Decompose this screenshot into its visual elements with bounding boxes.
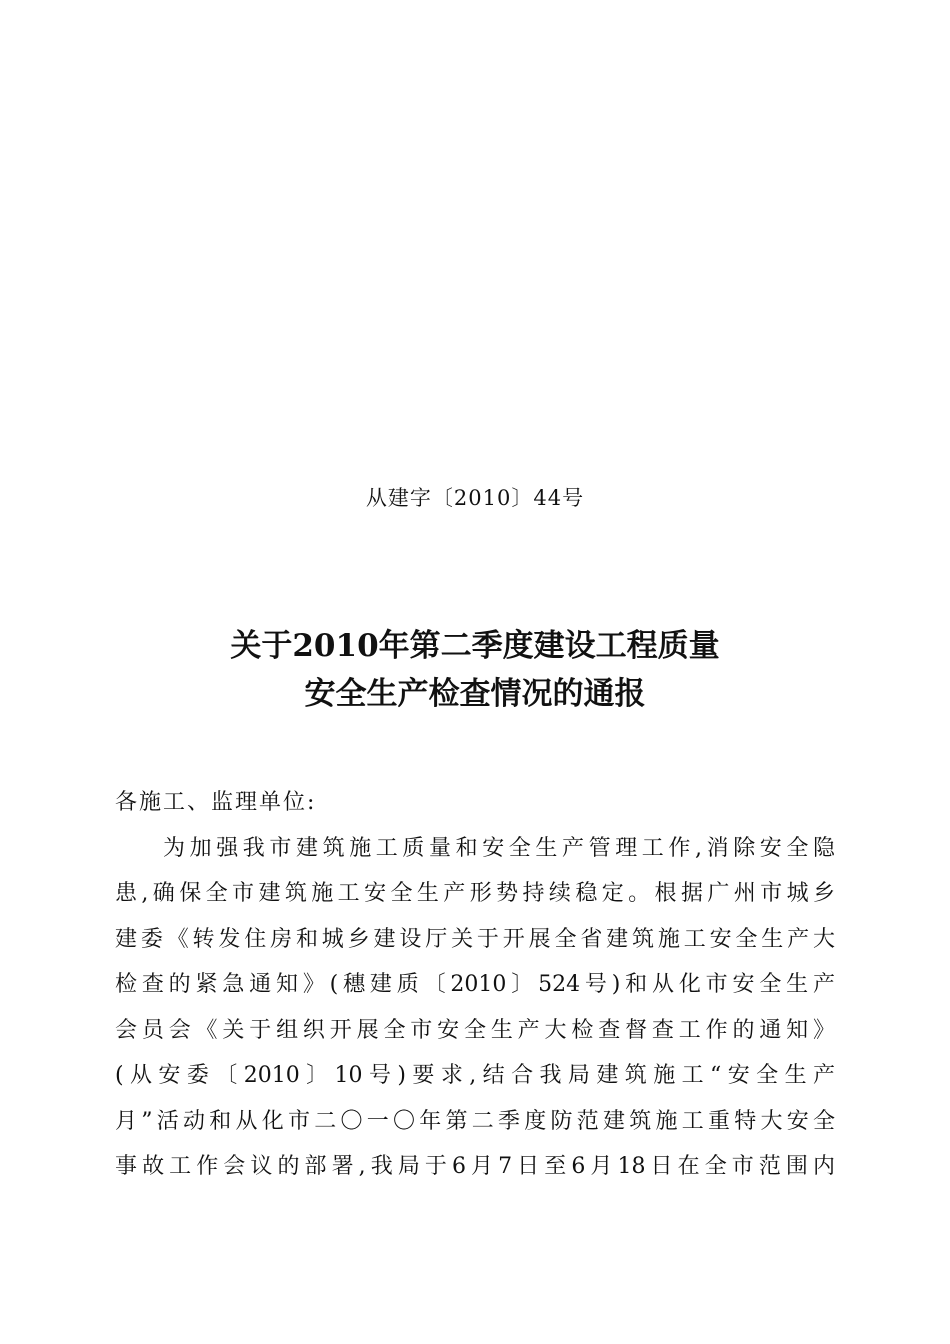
document-number: 从建字〔2010〕44号 xyxy=(365,486,585,510)
paragraph-line: 会员会《关于组织开展全市安全生产大检查督查工作的通知》 xyxy=(115,1017,835,1043)
paragraph-line: 事故工作会议的部署,我局于6月7日至6月18日在全市范围内 xyxy=(115,1154,835,1179)
paragraph-line: 月”活动和从化市二〇一〇年第二季度防范建筑施工重特大安全 xyxy=(115,1108,835,1134)
document-body xyxy=(115,780,840,1190)
title-line-2: 安全生产检查情况的通报 xyxy=(304,676,646,712)
paragraph-line: 为加强我市建筑施工质量和安全生产管理工作,消除安全隐 xyxy=(163,835,835,861)
paragraph-line: 患,确保全市建筑施工安全生产形势持续稳定。根据广州市城乡 xyxy=(115,881,835,906)
salutation: 各施工、监理单位: xyxy=(115,790,317,815)
title-line-1: 关于2010年第二季度建设工程质量 xyxy=(230,628,720,664)
document-title xyxy=(0,622,950,718)
body-paragraph xyxy=(115,826,840,1190)
paragraph-line: 检查的紧急通知》(穗建质〔2010〕524号)和从化市安全生产 xyxy=(115,972,835,997)
paragraph-line: 建委《转发住房和城乡建设厅关于开展全省建筑施工安全生产大 xyxy=(115,926,835,952)
paragraph-line: (从安委〔2010〕10号)要求,结合我局建筑施工“安全生产 xyxy=(115,1063,835,1088)
